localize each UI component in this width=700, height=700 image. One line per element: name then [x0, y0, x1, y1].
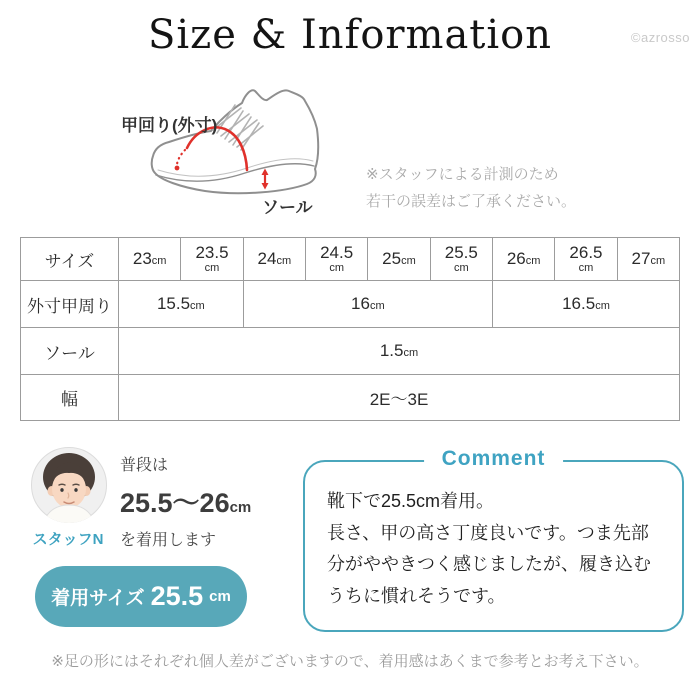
table-row-size	[21, 238, 680, 281]
comment-body	[305, 462, 682, 612]
measurement-disclaimer-line1: ※スタッフによる計測のため	[366, 166, 559, 183]
worn-size-unit: cm	[209, 588, 231, 605]
girth-value-cell: 16.5cm	[492, 281, 679, 328]
row-label: 幅	[21, 375, 119, 421]
measurement-disclaimer-line2: 若干の誤差はご了承ください。	[366, 193, 577, 210]
sole-label: ソール	[262, 198, 313, 217]
size-cell: 25.5 cm	[430, 238, 492, 281]
worn-size-badge	[35, 566, 247, 627]
girth-value-cell: 15.5cm	[119, 281, 244, 328]
row-label: ソール	[21, 328, 119, 375]
girth-label: 甲回り(外寸)	[121, 116, 218, 135]
usual-size-suffix: を着用します	[120, 532, 217, 549]
worn-size-value: 25.5	[150, 581, 204, 611]
size-cell: 27cm	[617, 238, 679, 281]
usual-size-prefix: 普段は	[120, 457, 169, 474]
footer-disclaimer: ※足の形にはそれぞれ個人差がございますので、着用感はあくまで参考とお考え下さい。	[51, 653, 649, 670]
table-row-sole	[21, 328, 680, 375]
sole-measure-arrow	[262, 169, 269, 190]
sole-value-cell: 1.5cm	[119, 328, 680, 375]
table-row-girth	[21, 281, 680, 328]
comment-title: Comment	[424, 447, 564, 471]
shop-watermark: ©azrosso	[630, 30, 690, 45]
size-cell: 23cm	[119, 238, 181, 281]
usual-size-value: 25.5〜26cm	[120, 488, 252, 518]
row-label: サイズ	[21, 238, 119, 281]
comment-line1: 靴下で25.5cm着用。	[327, 491, 495, 511]
size-cell: 25cm	[368, 238, 430, 281]
page-title: Size & Information	[147, 12, 553, 58]
usual-size-block	[120, 452, 251, 550]
worn-size-label: 着用サイズ	[51, 588, 145, 609]
row-label: 外寸甲周り	[21, 281, 119, 328]
size-cell: 26.5 cm	[555, 238, 617, 281]
size-cell: 24cm	[243, 238, 305, 281]
size-cell: 23.5 cm	[181, 238, 243, 281]
girth-value-cell: 16cm	[243, 281, 492, 328]
staff-avatar	[30, 446, 108, 524]
comment-line2: 長さ、甲の高さ丁度良いです。つま先部分がややきつく感じましたが、履き込むうちに慣れそうです。	[327, 522, 651, 606]
measurement-disclaimer	[366, 161, 576, 215]
width-value-cell: 2E〜3E	[119, 375, 680, 421]
table-row-width	[21, 375, 680, 421]
size-table	[20, 237, 680, 421]
size-cell: 26cm	[492, 238, 554, 281]
staff-name: スタッフN	[32, 531, 104, 548]
comment-box	[303, 447, 684, 632]
size-cell: 24.5 cm	[305, 238, 367, 281]
